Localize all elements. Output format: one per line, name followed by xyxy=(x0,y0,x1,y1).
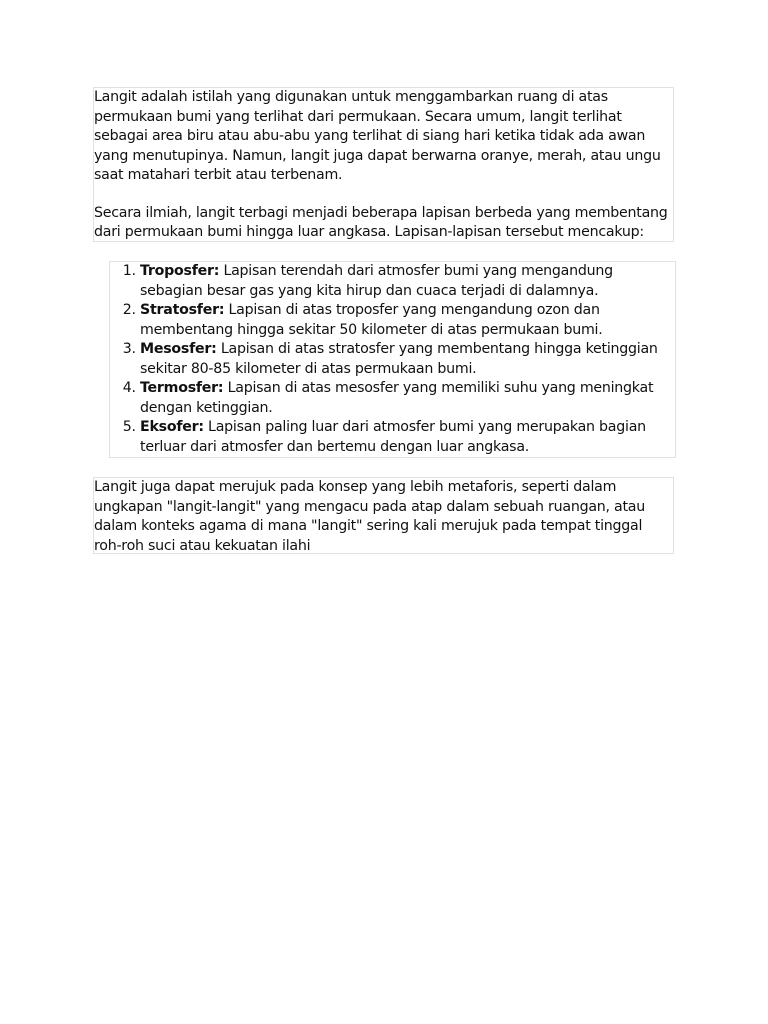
layers-list xyxy=(110,262,675,457)
list-item xyxy=(140,262,675,301)
layer-description: Lapisan di atas troposfer yang mengandung ozon dan membentang hingga sekitar 50 kilometer di atas permukaan bumi. xyxy=(140,302,603,338)
intro-paragraph-layers-lead: Secara ilmiah, langit terbagi menjadi beberapa lapisan berbeda yang membentang dari permukaan bumi hingga luar angkasa. Lapisan-lapisan tersebut mencakup: xyxy=(94,204,668,240)
layer-term: Eksofer: xyxy=(140,419,204,435)
intro-paragraph: Langit adalah istilah yang digunakan untuk menggambarkan ruang di atas permukaan bumi yang terlihat dari permukaan. Secara umum, langit terlihat sebagai area biru atau abu-abu yang terlihat di siang hari ketika tidak ada awan yang menutupinya. Namun, langit juga dapat berwarna oranye, merah, atau ungu saat matahari terbit atau terbenam. xyxy=(94,89,661,183)
intro-text-block xyxy=(93,87,674,242)
closing-paragraph: Langit juga dapat merujuk pada konsep yang lebih metaforis, seperti dalam ungkapan "langit-langit" yang mengacu pada atap dalam sebuah ruangan, atau dalam konteks agama di mana "langit" sering kali merujuk pada tempat tinggal roh-roh suci atau kekuatan ilahi xyxy=(94,479,645,554)
closing-text-block xyxy=(93,477,674,554)
layers-list-block xyxy=(109,261,676,458)
layer-description: Lapisan paling luar dari atmosfer bumi yang merupakan bagian terluar dari atmosfer dan bertemu dengan luar angkasa. xyxy=(140,419,646,455)
list-item xyxy=(140,340,675,379)
layer-term: Troposfer: xyxy=(140,263,220,279)
list-item xyxy=(140,418,675,457)
layer-description: Lapisan terendah dari atmosfer bumi yang mengandung sebagian besar gas yang kita hirup dan cuaca terjadi di dalamnya. xyxy=(140,263,613,299)
layer-term: Mesosfer: xyxy=(140,341,217,357)
layer-description: Lapisan di atas stratosfer yang membentang hingga ketinggian sekitar 80-85 kilometer di atas permukaan bumi. xyxy=(140,341,658,377)
layer-term: Stratosfer: xyxy=(140,302,225,318)
layer-term: Termosfer: xyxy=(140,380,224,396)
list-item xyxy=(140,379,675,418)
layer-description: Lapisan di atas mesosfer yang memiliki suhu yang meningkat dengan ketinggian. xyxy=(140,380,654,416)
list-item xyxy=(140,301,675,340)
